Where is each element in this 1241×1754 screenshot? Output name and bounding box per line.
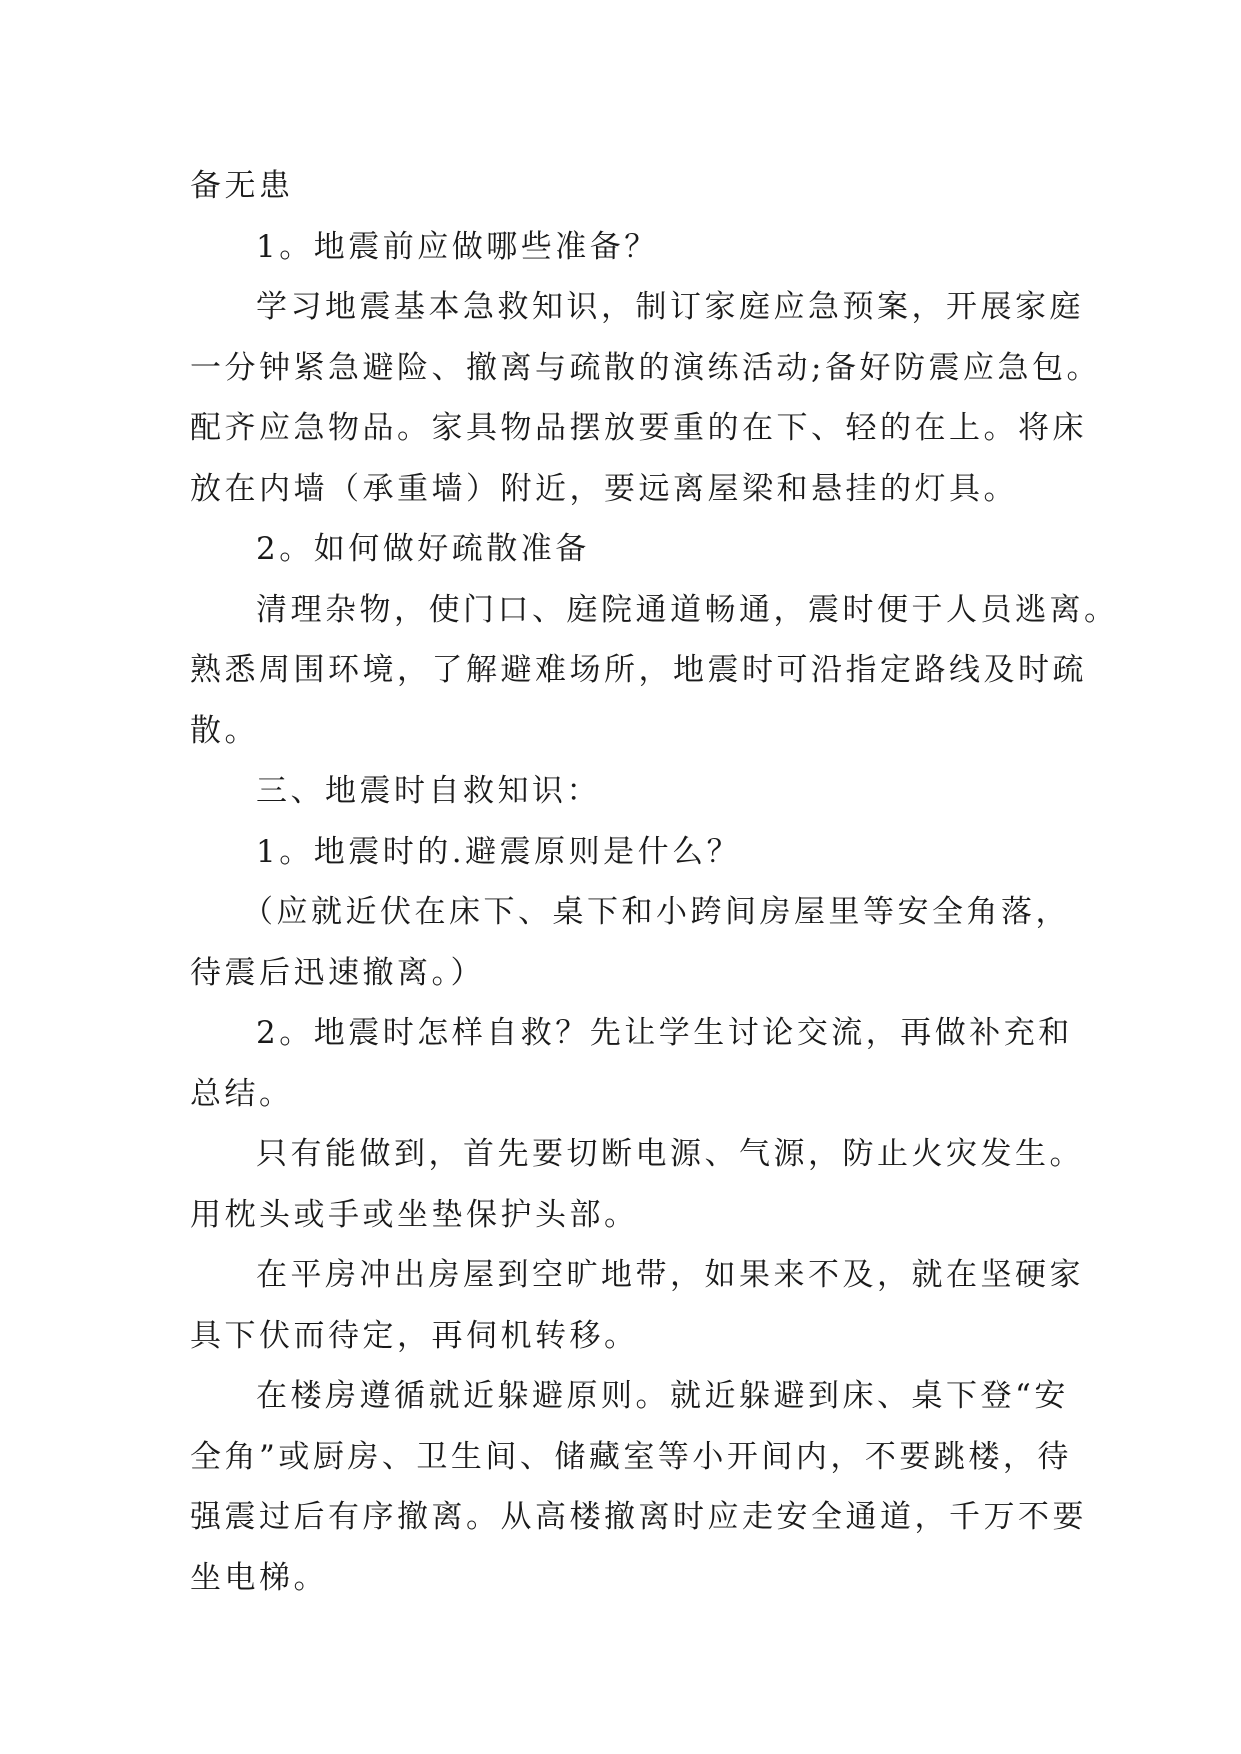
text-line: 备无患 xyxy=(190,168,294,204)
text-line: 学习地震基本急救知识，制订家庭应急预案，开展家庭 xyxy=(256,289,1084,325)
text-line: （应就近伏在床下、桌下和小跨间房屋里等安全角落， xyxy=(242,894,1070,930)
text-line: 一分钟紧急避险、撤离与疏散的演练活动;备好防震应急包。 xyxy=(190,349,1101,386)
question-heading: 2。如何做好疏散准备 xyxy=(256,531,590,567)
text-line: 总结。 xyxy=(190,1075,294,1112)
text-line: 在楼房遵循就近躲避原则。就近躲避到床、桌下登“安 xyxy=(256,1378,1069,1414)
text-line: 放在内墙（承重墙）附近，要远离屋梁和悬挂的灯具。 xyxy=(190,470,1018,507)
text-line: 待震后迅速撤离。） xyxy=(190,954,485,991)
text-line: 坐电梯。 xyxy=(190,1559,328,1596)
section-heading: 三、地震时自救知识： xyxy=(256,773,601,809)
question-heading: 1。地震时的.避震原则是什么？ xyxy=(256,833,742,870)
text-line: 清理杂物，使门口、庭院通道畅通，震时便于人员逃离。 xyxy=(256,591,1119,628)
question-heading: 2。地震时怎样自救？先让学生讨论交流，再做补充和 xyxy=(256,1015,1073,1051)
document-body xyxy=(190,156,1119,1608)
text-line: 熟悉周围环境，了解避难场所，地震时可沿指定路线及时疏 xyxy=(190,652,1087,688)
text-line: 强震过后有序撤离。从高楼撤离时应走安全通道，千万不要 xyxy=(190,1499,1087,1535)
text-line: 只有能做到，首先要切断电源、气源，防止火灾发生。 xyxy=(256,1136,1084,1172)
text-line: 具下伏而待定，再伺机转移。 xyxy=(190,1317,639,1354)
question-heading: 1。地震前应做哪些准备？ xyxy=(256,228,659,265)
text-line: 在平房冲出房屋到空旷地带，如果来不及，就在坚硬家 xyxy=(256,1257,1084,1293)
text-line: 全角”或厨房、卫生间、储藏室等小开间内，不要跳楼，待 xyxy=(190,1438,1072,1475)
text-line: 配齐应急物品。家具物品摆放要重的在下、轻的在上。将床 xyxy=(190,410,1087,446)
text-line: 用枕头或手或坐垫保护头部。 xyxy=(190,1196,639,1233)
text-line: 散。 xyxy=(190,712,259,749)
